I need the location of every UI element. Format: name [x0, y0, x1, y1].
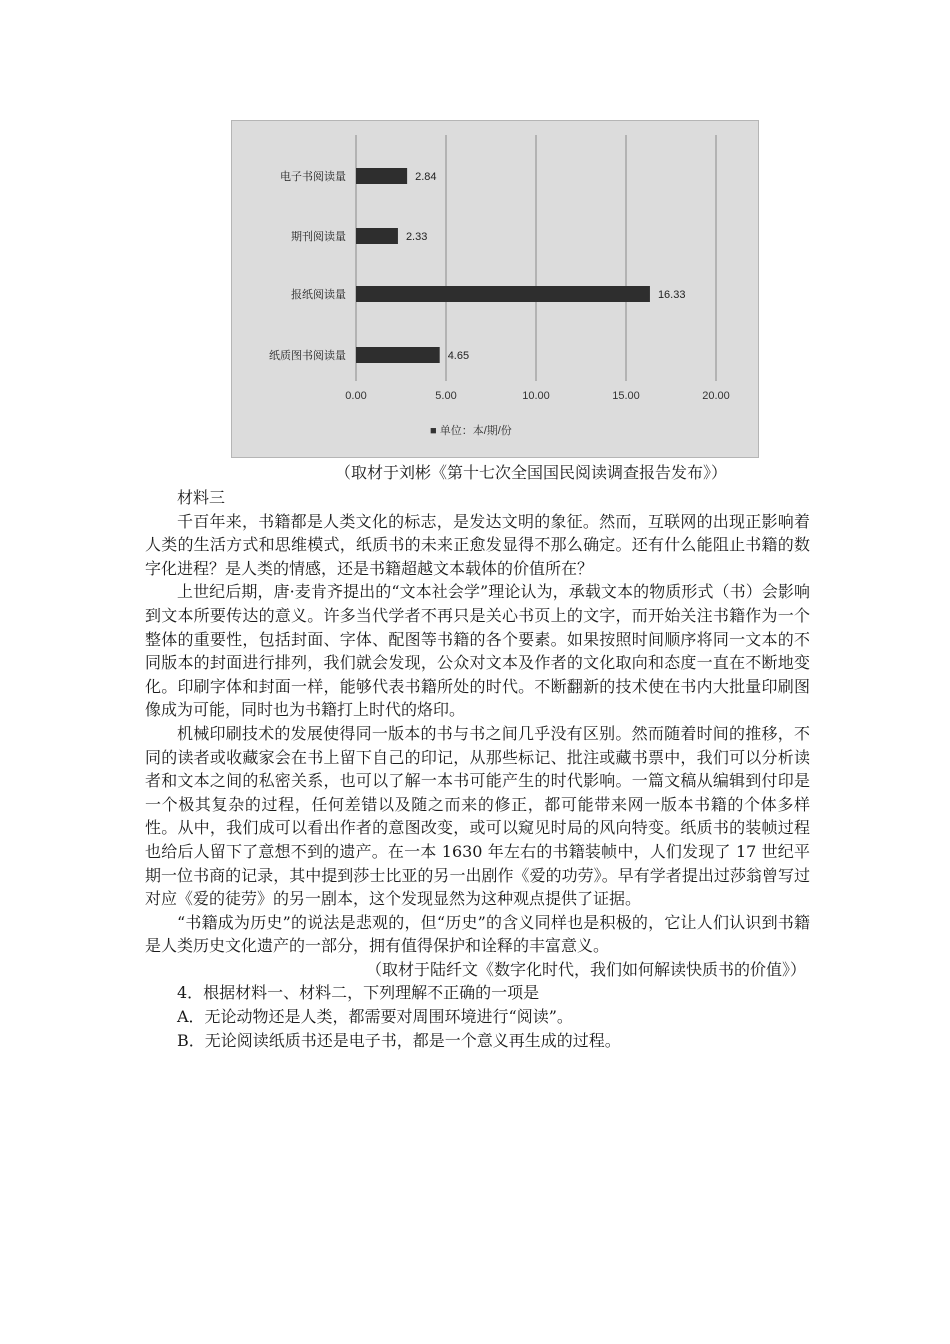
section-heading: 材料三: [177, 488, 226, 507]
paragraph-2: 上世纪后期，唐·麦肯齐提出的“文本社会学”理论认为，承载文本的物质形式（书）会影响到文本所要传达的意义。许多当代学者不再只是关心书页上的文字，而开始关注书籍作为一个整体的重要性，包括封面、字体、配图等书籍的各个要素。如果按照时间顺序将同一文本的不同版本的封面进行排列，我们就会发现，公众对文本及作者的文化取向和态度一直在不断地变化。印刷字体和封面一样，能够代表书籍所处的时代。不断翻新的技术使在书内大批量印刷图像成为可能，同时也为书籍打上时代的烙印。: [145, 582, 810, 720]
category-label-0: 电子书阅读量: [280, 170, 346, 183]
article-body: [145, 486, 810, 1052]
x-tick-label-1: 5.00: [435, 390, 457, 402]
category-label-1: 期刊阅读量: [291, 230, 346, 243]
bar-0: [356, 168, 407, 184]
value-label-3: 4.65: [447, 350, 470, 362]
category-label-3: 纸质图书阅读量: [269, 349, 346, 362]
value-label-0: 2.84: [415, 171, 437, 183]
value-label-1: 2.33: [405, 231, 428, 243]
bar-3: [356, 347, 440, 363]
bar-chart: [232, 121, 760, 459]
paragraph-1: 千百年来，书籍都是人类文化的标志，是发达文明的象征。然而，互联网的出现正影响着人类的生活方式和思维模式，纸质书的未来正愈发显得不那么确定。还有什么能阻止书籍的数字化进程？是人类的情感，还是书籍超越文本载体的价值所在？: [145, 511, 810, 578]
x-tick-label-3: 15.00: [612, 390, 640, 402]
paragraph-3: 机械印刷技术的发展使得同一版本的书与书之间几乎没有区别。然而随着时间的推移，不同的读者或收藏家会在书上留下自己的印记，从那些标记、批注或藏书票中，我们可以分析读者和文本之间的私密关系，也可以了解一本书可能产生的时代影响。一篇文稿从编辑到付印是一个极其复杂的过程，任何差错以及随之而来的修正，都可能带来网一版本书籍的个体多样性。从中，我们成可以看出作者的意图改变，或可以窥见时局的风向特变。纸质书的装帧过程也给后人留下了意想不到的遗产。在一本 1630 年左右的书籍装帧中，人们发现了 17 世纪平期一位书商的记录，其中提到莎士比亚的另一出剧作《爱的功劳》。早有学者提出过莎翁曾写过对应《爱的徒劳》的另一剧本，这个发现显然为这种观点提供了证据。: [145, 723, 810, 909]
paragraph-4: “书籍成为历史”的说法是悲观的，但“历史”的含义同样也是积极的，它让人们认识到书籍是人类历史文化遗产的一部分，拥有值得保护和诠释的丰富意义。: [145, 912, 810, 956]
question-4: 4．根据材料一、材料二，下列理解不正确的一项是: [177, 983, 540, 1003]
chart-legend: ■ 单位：本/期/份: [430, 425, 512, 437]
x-tick-label-4: 20.00: [702, 390, 730, 402]
x-tick-label-0: 0.00: [345, 390, 367, 402]
bar-chart-photo: [231, 120, 759, 458]
chart-labels: [269, 169, 730, 402]
bar-1: [356, 228, 398, 244]
bar-2: [356, 286, 650, 302]
value-label-2: 16.33: [657, 289, 686, 301]
chart-bars: [356, 168, 650, 363]
category-label-2: 报纸阅读量: [291, 288, 346, 301]
article-source-caption: （取材于陆纤文《数字化时代，我们如何解读快质书的价值》）: [365, 959, 806, 979]
option-a: A．无论动物还是人类，都需要对周围环境进行“阅读”。: [177, 1007, 573, 1027]
chart-source-caption: （取材于刘彬《第十七次全国国民阅读调查报告发布》）: [335, 463, 728, 482]
option-b: B．无论阅读纸质书还是电子书，都是一个意义再生成的过程。: [177, 1030, 621, 1050]
chart-gridlines: [356, 135, 716, 381]
x-tick-label-2: 10.00: [522, 390, 550, 402]
